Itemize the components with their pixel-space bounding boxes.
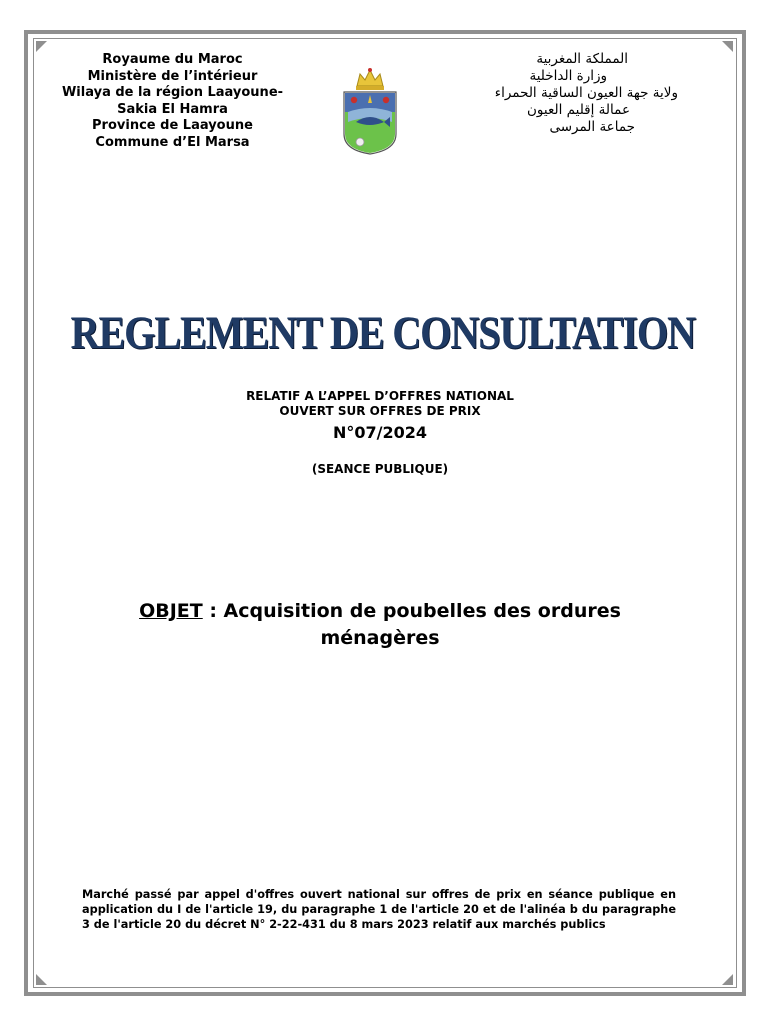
corner-ornament-top-left <box>36 41 47 52</box>
header-arabic <box>470 51 690 136</box>
corner-ornament-bottom-right <box>722 974 733 985</box>
header-line: جماعة المرسى <box>549 119 635 135</box>
document-title: REGLEMENT DE CONSULTATION <box>70 307 695 359</box>
subtitle-line-2: OUVERT SUR OFFRES DE PRIX <box>279 404 481 418</box>
subtitle-line-1: RELATIF A L’APPEL D’OFFRES NATIONAL <box>246 389 514 403</box>
coat-of-arms-icon <box>340 64 400 156</box>
corner-ornament-top-right <box>722 41 733 52</box>
page-border-inner <box>33 38 737 988</box>
corner-ornament-bottom-left <box>36 974 47 985</box>
header-line: Commune d’El Marsa <box>95 134 250 150</box>
footer-legal-text: Marché passé par appel d'offres ouvert national sur offres de prix en séance publique en application du I de l'article 19, du paragraphe 1 de l'article 20 et de l'alinéa b du paragraphe 3 de l'article 20 du décret N° 2-22-431 du 8 mars 2023 relatif aux marchés publics <box>82 888 676 931</box>
objet-statement <box>110 598 650 652</box>
header-line: Province de Laayoune <box>92 118 253 133</box>
header-line: Royaume du Maroc <box>102 52 243 67</box>
header-line: ولاية جهة العيون الساقية الحمراء <box>494 85 678 101</box>
tender-number: N°07/2024 <box>332 423 428 442</box>
header-line: المملكة المغربية <box>536 51 628 67</box>
header-line: Ministère de l’intérieur <box>87 68 258 84</box>
header-line: Sakia El Hamra <box>117 101 228 117</box>
header-line: عمالة إقليم العيون <box>527 102 630 118</box>
header-french <box>55 52 290 151</box>
seance-label: (SEANCE PUBLIQUE) <box>311 462 449 476</box>
objet-text: : Acquisition de poubelles des ordures ménagères <box>202 600 621 649</box>
header-line: Wilaya de la région Laayoune- <box>61 85 284 100</box>
objet-label: OBJET <box>139 600 203 622</box>
header-line: وزارة الداخلية <box>529 68 607 84</box>
